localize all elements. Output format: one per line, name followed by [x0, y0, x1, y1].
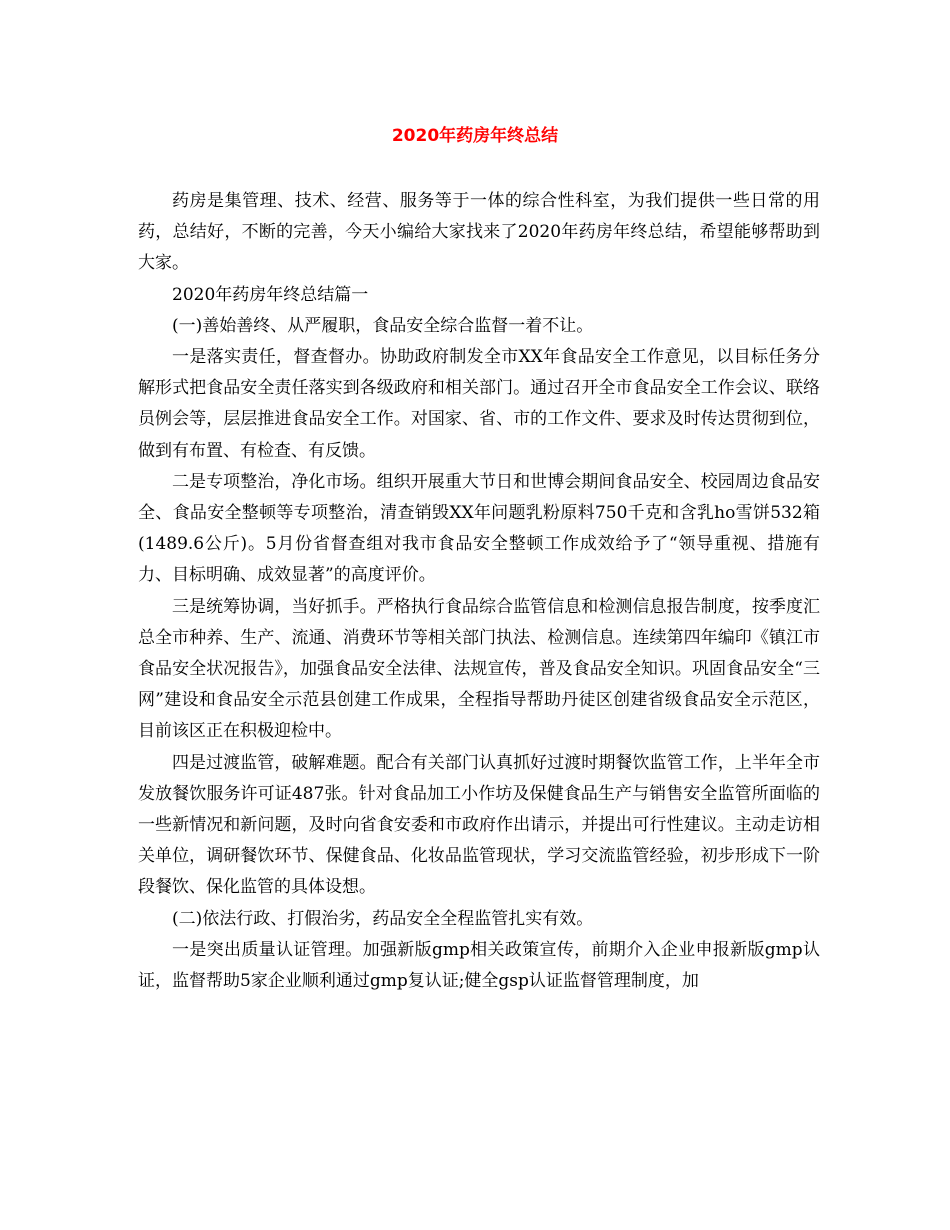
paragraph: 三是统筹协调，当好抓手。严格执行食品综合监管信息和检测信息报告制度，按季度汇总全市种养、生产、流通、消费环节等相关部门执法、检测信息。连续第四年编印《镇江市食品安全状况报告》，加强食品安全法律、法规宣传，普及食品安全知识。巩固食品安全“三网”建设和食品安全示范县创建工作成果，全程指导帮助丹徒区创建省级食品安全示范区，目前该区正在积极迎检中。: [138, 596, 820, 742]
subsection-heading: (一)善始善终、从严履职，食品安全综合监督一着不让。: [172, 315, 594, 336]
paragraph: 一是落实责任，督查督办。协助政府制发全市XX年食品安全工作意见，以目标任务分解形式把食品安全责任落实到各级政府和相关部门。通过召开全市食品安全工作会议、联络员例会等，层层推进食品安全工作。对国家、省、市的工作文件、要求及时传达贯彻到位，做到有布置、有检查、有反馈。: [138, 347, 820, 461]
paragraph: 二是专项整治，净化市场。组织开展重大节日和世博会期间食品安全、校园周边食品安全、食品安全整顿等专项整治，清查销毁XX年问题乳粉原料750千克和含乳ho雪饼532箱(1489.6公斤)。5月份省督查组对我市食品安全整顿工作成效给予了“领导重视、措施有力、目标明确、成效显著”的高度评价。: [138, 471, 820, 586]
paragraph: 一是突出质量认证管理。加强新版gmp相关政策宣传，前期介入企业申报新版gmp认证，监督帮助5家企业顺利通过gmp复认证;健全gsp认证监督管理制度，加: [138, 939, 820, 992]
section-heading: 2020年药房年终总结篇一: [172, 284, 369, 305]
document-title: 2020年药房年终总结: [391, 126, 559, 146]
paragraph: 四是过渡监管，破解难题。配合有关部门认真抓好过渡时期餐饮监管工作，上半年全市发放餐饮服务许可证487张。针对食品加工小作坊及保健食品生产与销售安全监管所面临的一些新情况和新问题，及时向省食安委和市政府作出请示，并提出可行性建议。主动走访相关单位，调研餐饮环节、保健食品、化妆品监管现状，学习交流监管经验，初步形成下一阶段餐饮、保化监管的具体设想。: [138, 752, 820, 898]
subsection-heading: (二)依法行政、打假治劣，药品安全全程监管扎实有效。: [172, 908, 594, 929]
paragraph-intro: 药房是集管理、技术、经营、服务等于一体的综合性科室，为我们提供一些日常的用药，总结好，不断的完善，今天小编给大家找来了2020年药房年终总结，希望能够帮助到大家。: [138, 191, 820, 274]
document-body: [138, 186, 820, 997]
